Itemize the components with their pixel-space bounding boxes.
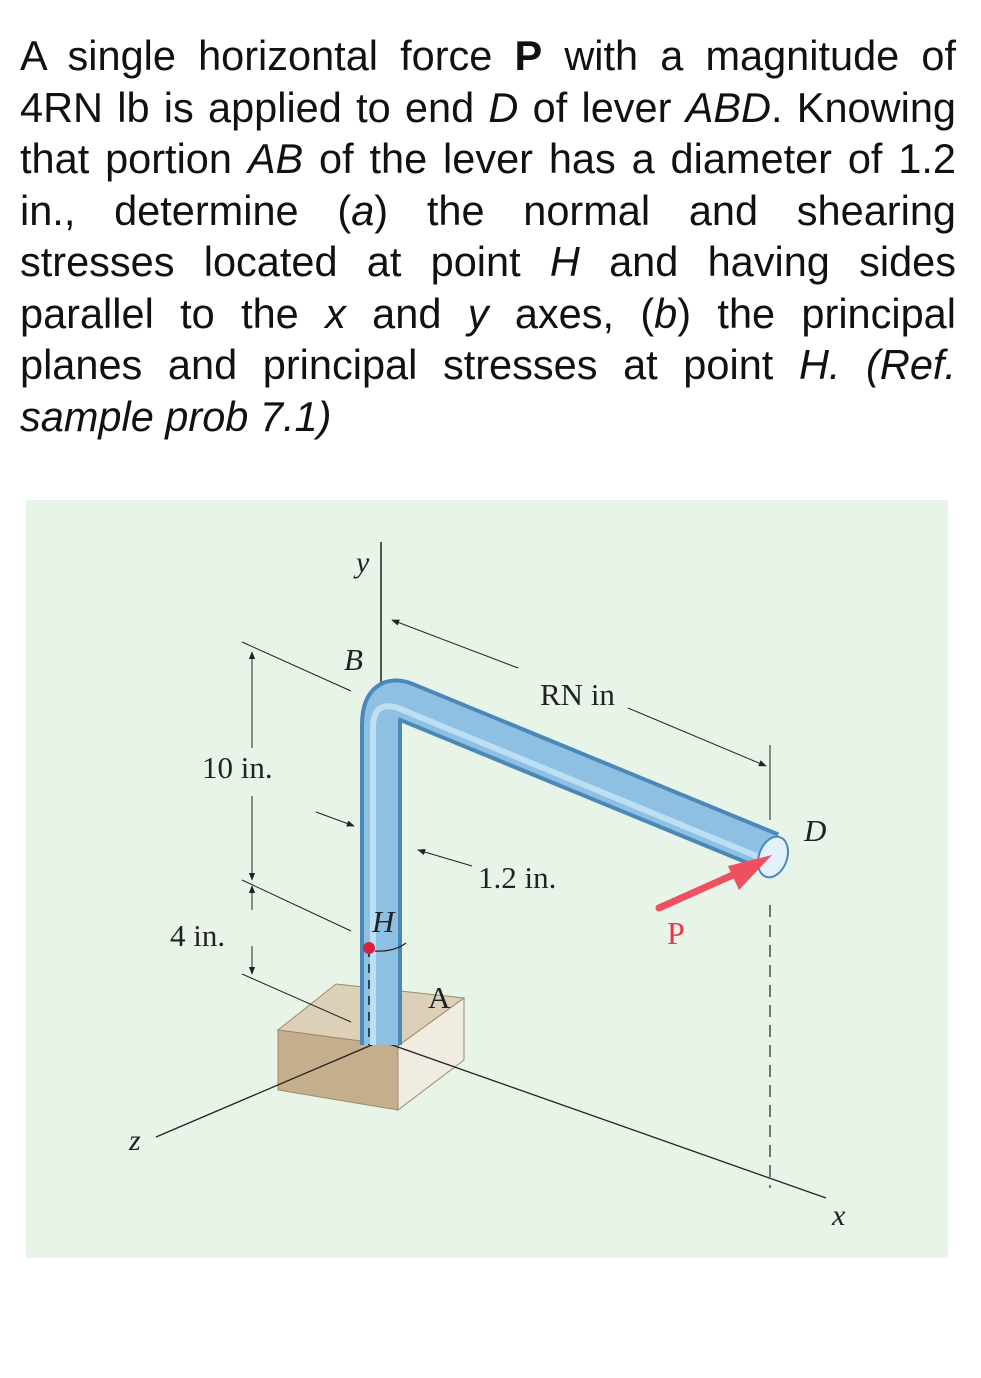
height-4in-label: 4 in. — [170, 918, 226, 953]
x-axis-label: x — [832, 1199, 846, 1232]
problem-statement: A single horizontal force P with a magnitude of 4RN lb is applied to end D of lever ABD. Knowing that portion AB of the lever has a diameter of 1.2 in., determine (a) the normal and shearing stresses located at point H and having sides parallel to the x and y axes, (b) the principal planes and principal stresses at point H. (Ref. sample prob 7.1) — [20, 32, 956, 440]
y-axis-label: y — [356, 546, 370, 579]
force-p-arrow — [659, 855, 772, 908]
force-p-label: P — [667, 915, 685, 951]
force-symbol: P — [514, 32, 543, 79]
length-bd-label: RN in — [540, 677, 615, 712]
point-h-label: H — [372, 904, 395, 939]
x-axis — [381, 1041, 826, 1198]
point-h-marker — [363, 942, 375, 954]
lever-diagram — [26, 500, 948, 1258]
point-a-label: A — [428, 980, 451, 1015]
point-b-label: B — [344, 642, 363, 677]
lever-figure — [26, 500, 948, 1258]
height-10in-label: 10 in. — [202, 750, 273, 785]
point-d-label: D — [804, 813, 827, 848]
z-axis-label: z — [129, 1124, 141, 1157]
dimension-lines — [242, 620, 770, 1188]
diameter-label: 1.2 in. — [478, 860, 557, 895]
